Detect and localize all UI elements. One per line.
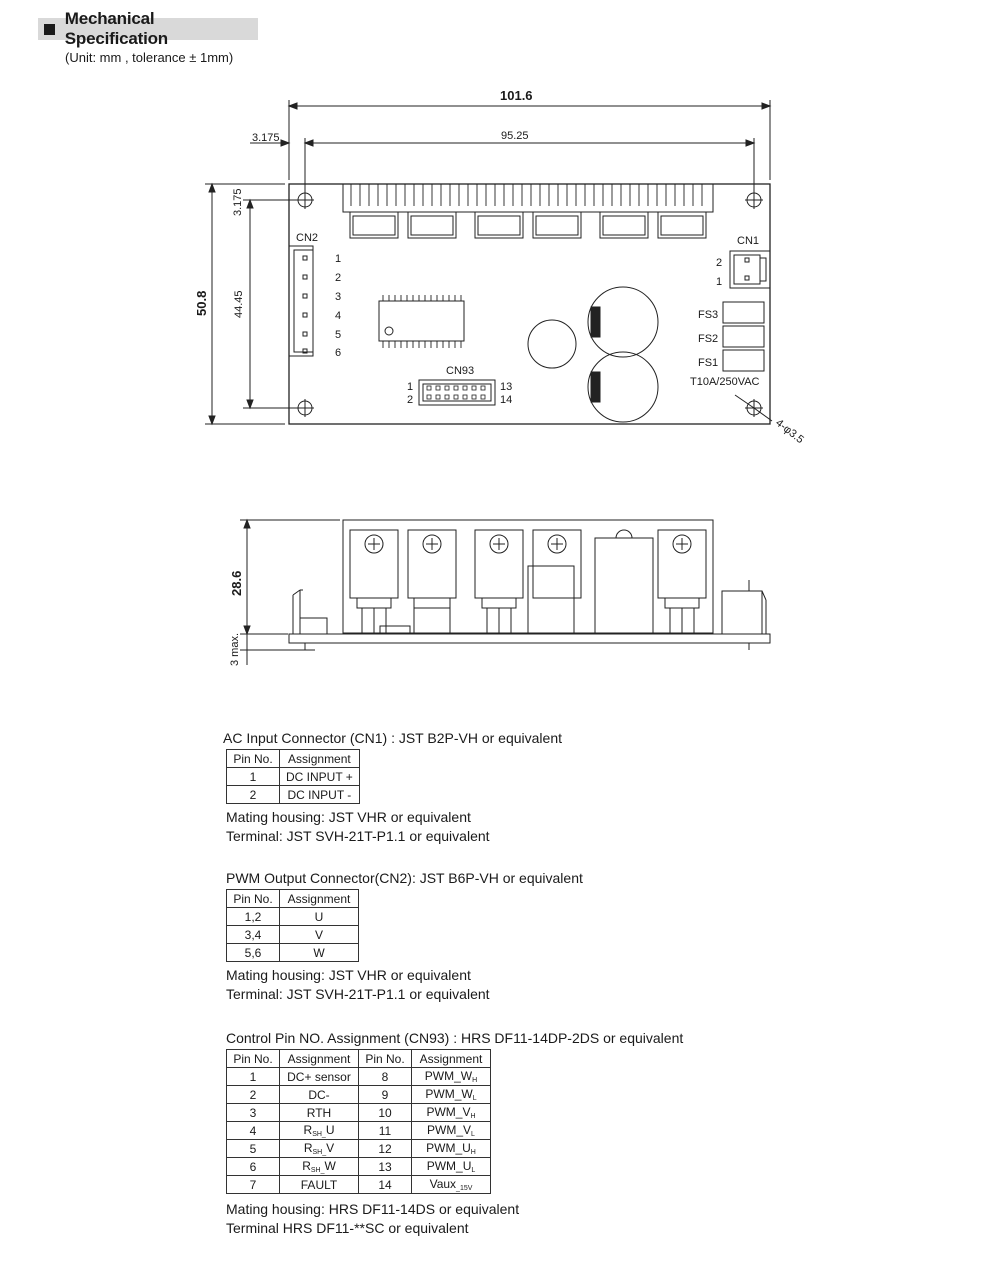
- cn1-header-assign: Assignment: [280, 750, 360, 768]
- cn93-caption: Control Pin NO. Assignment (CN93) : HRS DF11-14DP-2DS or equivalent: [226, 1030, 684, 1046]
- cell-pin: 8: [359, 1068, 412, 1086]
- cn2-pin-3: 3: [335, 291, 342, 303]
- unit-note: (Unit: mm , tolerance ± 1mm): [65, 50, 234, 65]
- cn93-terminal: Terminal HRS DF11-**SC or equivalent: [226, 1220, 469, 1236]
- fuse-rating: T10A/250VAC: [690, 376, 760, 388]
- cell-pin: 1: [227, 768, 280, 786]
- cn2-pin-4: 4: [335, 310, 342, 322]
- table-row: [227, 1176, 491, 1194]
- dim-left-offset: 3.175: [252, 132, 280, 144]
- cell-pin: 14: [359, 1176, 412, 1194]
- cell-assignment: FAULT: [280, 1176, 359, 1194]
- cn93-header-assign-2: Assignment: [412, 1050, 491, 1068]
- cn2-pin-1: 1: [335, 253, 342, 265]
- cell-assignment: V: [280, 926, 359, 944]
- cell-assignment: $PWM\_V_H$: [412, 1104, 491, 1122]
- table-row: [227, 1068, 491, 1086]
- cell-pin: 2: [227, 786, 280, 804]
- cn1-table: [226, 749, 360, 804]
- cn2-pin-6: 6: [335, 347, 342, 359]
- cn2-pin-5: 5: [335, 329, 342, 341]
- dim-height: 50.8: [194, 290, 209, 316]
- table-row: [227, 786, 360, 804]
- cn93-header-pin-2: Pin No.: [359, 1050, 412, 1068]
- cn1-pin-2: 2: [716, 257, 723, 269]
- side-dim-height: 28.6: [229, 570, 244, 596]
- cell-pin: 3: [227, 1104, 280, 1122]
- cell-pin: 11: [359, 1122, 412, 1140]
- cn1-mating: Mating housing: JST VHR or equivalent: [226, 809, 471, 825]
- fuse-fs3: FS3: [698, 309, 719, 321]
- cell-assignment: DC INPUT +: [280, 768, 360, 786]
- cn93-table: [226, 1049, 491, 1194]
- cell-pin: 4: [227, 1122, 280, 1140]
- cell-pin: 9: [359, 1086, 412, 1104]
- cn93-pin-2: 2: [407, 394, 414, 406]
- cn1-terminal: Terminal: JST SVH-21T-P1.1 or equivalent: [226, 828, 490, 844]
- cn93-mating: Mating housing: HRS DF11-14DS or equivalent: [226, 1201, 520, 1217]
- cell-assignment: W: [280, 944, 359, 962]
- cn93-header-pin-1: Pin No.: [227, 1050, 280, 1068]
- cell-pin: 3,4: [227, 926, 280, 944]
- cell-assignment: DC+ sensor: [280, 1068, 359, 1086]
- cell-assignment: $R_{SH\_}U$: [280, 1122, 359, 1140]
- cn2-mating: Mating housing: JST VHR or equivalent: [226, 967, 471, 983]
- cn93-pin-1: 1: [407, 381, 414, 393]
- cell-pin: 1,2: [227, 908, 280, 926]
- table-row: [227, 944, 359, 962]
- cn93-label: CN93: [446, 365, 475, 377]
- cell-pin: 1: [227, 1068, 280, 1086]
- cn2-header-pin: Pin No.: [227, 890, 280, 908]
- cn2-label: CN2: [296, 232, 319, 244]
- cn2-pin-2: 2: [335, 272, 342, 284]
- cell-assignment: U: [280, 908, 359, 926]
- cn2-caption: PWM Output Connector(CN2): JST B6P-VH or equivalent: [226, 870, 583, 886]
- cn93-pin-14: 14: [500, 394, 513, 406]
- table-row: [227, 926, 359, 944]
- section-title: Mechanical Specification: [64, 9, 168, 48]
- dim-inner-height: 44.45: [233, 290, 245, 318]
- table-row: [227, 908, 359, 926]
- cell-assignment: $PWM\_U_H$: [412, 1140, 491, 1158]
- cell-pin: 7: [227, 1176, 280, 1194]
- cell-assignment: $PWM\_U_L$: [412, 1158, 491, 1176]
- cell-pin: 5,6: [227, 944, 280, 962]
- cell-assignment: DC INPUT -: [280, 786, 360, 804]
- dim-top-offset: 3.175: [232, 188, 244, 216]
- table-row: [227, 1140, 491, 1158]
- cn1-pin-1: 1: [716, 276, 723, 288]
- table-row: [227, 1104, 491, 1122]
- cell-pin: 12: [359, 1140, 412, 1158]
- cell-assignment: Vaux$_{\_15V}$: [412, 1176, 491, 1194]
- side-view-drawing: [240, 520, 770, 665]
- fuse-fs2: FS2: [698, 333, 719, 345]
- cell-assignment: DC-: [280, 1086, 359, 1104]
- dim-total-width: 101.6: [500, 88, 533, 103]
- cell-pin: 5: [227, 1140, 280, 1158]
- cn2-table: [226, 889, 359, 962]
- cell-assignment: RTH: [280, 1104, 359, 1122]
- fuse-fs1: FS1: [698, 357, 719, 369]
- cell-assignment: $R_{SH\_}V$: [280, 1140, 359, 1158]
- dim-inner-width: 95.25: [501, 130, 529, 142]
- cn93-header-assign-1: Assignment: [280, 1050, 359, 1068]
- cn1-label: CN1: [737, 235, 760, 247]
- side-dim-bottom: 3 max.: [229, 632, 241, 666]
- cn93-pin-13: 13: [500, 381, 513, 393]
- cell-assignment: $R_{SH\_}W$: [280, 1158, 359, 1176]
- cell-pin: 2: [227, 1086, 280, 1104]
- cell-assignment: $PWM\_W_H$: [412, 1068, 491, 1086]
- table-row: [227, 1122, 491, 1140]
- cn2-terminal: Terminal: JST SVH-21T-P1.1 or equivalent: [226, 986, 490, 1002]
- cn1-header-pin: Pin No.: [227, 750, 280, 768]
- table-row: [227, 1086, 491, 1104]
- table-row: [227, 768, 360, 786]
- cell-pin: 13: [359, 1158, 412, 1176]
- cell-pin: 6: [227, 1158, 280, 1176]
- hole-callout: 4-φ3.5: [773, 416, 806, 447]
- cn2-header-assign: Assignment: [280, 890, 359, 908]
- cn1-caption: AC Input Connector (CN1) : JST B2P-VH or equivalent: [223, 730, 563, 746]
- cell-assignment: $PWM\_W_L$: [412, 1086, 491, 1104]
- table-row: [227, 1158, 491, 1176]
- cell-assignment: $PWM\_V_L$: [412, 1122, 491, 1140]
- cell-pin: 10: [359, 1104, 412, 1122]
